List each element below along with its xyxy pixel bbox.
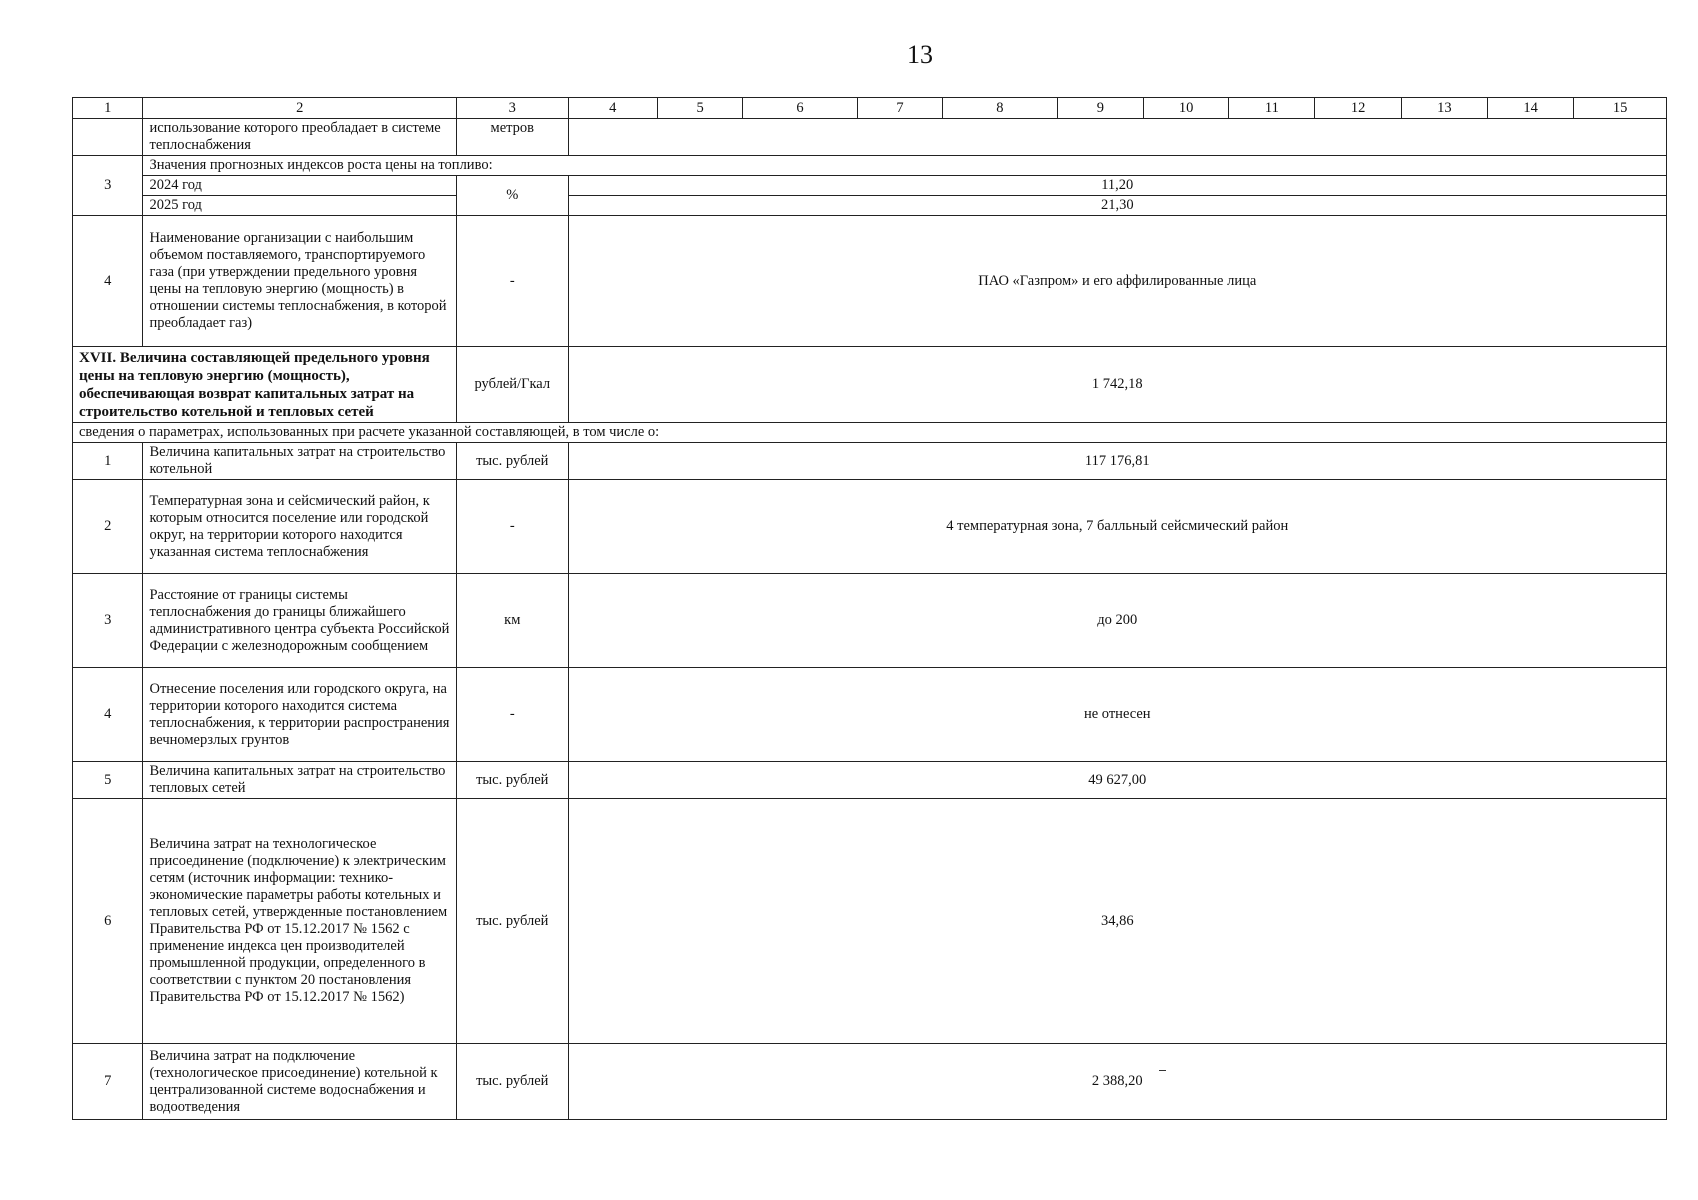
row-unit: тыс. рублей: [457, 762, 569, 799]
row-description: Расстояние от границы системы теплоснабжения до границы ближайшего административного центра субъекта Российской Федерации с железнодорожным сообщением: [143, 574, 457, 668]
row-value: 34,86: [568, 799, 1666, 1044]
row-description: Температурная зона и сейсмический район, к которым относится поселение или городской округ, на территории которого находится указанная система теплоснабжения: [143, 480, 457, 574]
column-number: 2: [143, 98, 457, 119]
row-value-cell: [568, 1044, 1666, 1120]
table-row: [73, 119, 1667, 156]
table-row: [73, 443, 1667, 480]
row-value: 4 температурная зона, 7 балльный сейсмический район: [568, 480, 1666, 574]
row-value: 49 627,00: [568, 762, 1666, 799]
page-number: 13: [907, 40, 933, 69]
year-label: 2024 год: [143, 176, 457, 196]
column-numbers-row: [73, 98, 1667, 119]
column-number: 13: [1401, 98, 1487, 119]
info-row: [73, 423, 1667, 443]
row-value: ПАО «Газпром» и его аффилированные лица: [568, 216, 1666, 347]
row-number: 5: [73, 762, 143, 799]
section-title: XVII. Величина составляющей предельного уровня цены на тепловую энергию (мощность), обеспечивающая возврат капитальных затрат на строительство котельной и тепловых сетей: [73, 347, 457, 423]
row-unit: метров: [457, 119, 569, 156]
row-description: Величина капитальных затрат на строительство тепловых сетей: [143, 762, 457, 799]
column-number: 11: [1229, 98, 1315, 119]
table-row: [73, 799, 1667, 1044]
column-number: 8: [943, 98, 1058, 119]
row-number: 4: [73, 216, 143, 347]
row-number: 3: [73, 574, 143, 668]
row-value: 117 176,81: [568, 443, 1666, 480]
row-number: 1: [73, 443, 143, 480]
tariff-parameters-table: [72, 97, 1667, 1120]
row-unit: -: [457, 668, 569, 762]
table-row: [73, 196, 1667, 216]
section-row: [73, 347, 1667, 423]
row-description: использование которого преобладает в системе теплоснабжения: [143, 119, 457, 156]
column-number: 12: [1315, 98, 1401, 119]
row-unit: тыс. рублей: [457, 799, 569, 1044]
table-row: [73, 762, 1667, 799]
row-value: не отнесен: [568, 668, 1666, 762]
row-unit: -: [457, 216, 569, 347]
row-value: до 200: [568, 574, 1666, 668]
row-unit: %: [457, 176, 569, 216]
row-number: [73, 119, 143, 156]
table-row: [73, 176, 1667, 196]
row-description: Величина затрат на подключение (технологическое присоединение) котельной к централизованной системе водоснабжения и водоотведения: [143, 1044, 457, 1120]
column-number: 3: [457, 98, 569, 119]
row-description: Величина капитальных затрат на строительство котельной: [143, 443, 457, 480]
column-number: 9: [1057, 98, 1143, 119]
column-number: 15: [1574, 98, 1667, 119]
row-number: 7: [73, 1044, 143, 1120]
row-unit: -: [457, 480, 569, 574]
row-description: Величина затрат на технологическое присоединение (подключение) к электрическим сетям (источник информации: технико-экономические параметры работы котельных и тепловых сетей, утвержденные постановлением Правительства РФ от 15.12.2017 № 1562 с применение индекса цен производителей промышленной продукции, определенного в соответствии с пунктом 20 постановления Правительства РФ от 15.12.2017 № 1562): [143, 799, 457, 1044]
column-number: 5: [657, 98, 742, 119]
year-label: 2025 год: [143, 196, 457, 216]
stray-mark: [1159, 1070, 1166, 1071]
table-row: [73, 574, 1667, 668]
column-number: 14: [1488, 98, 1574, 119]
row-description: Отнесение поселения или городского округа, на территории которого находится система теплоснабжения, к территории распространения вечномерзлых грунтов: [143, 668, 457, 762]
row-unit: тыс. рублей: [457, 1044, 569, 1120]
table-row: [73, 156, 1667, 176]
row-description: Наименование организации с наибольшим объемом поставляемого, транспортируемого газа (при утверждении предельного уровня цены на тепловую энергию (мощность) в отношении системы теплоснабжения, в которой преобладает газ): [143, 216, 457, 347]
column-number: 6: [743, 98, 858, 119]
table-row: [73, 216, 1667, 347]
row-number: 4: [73, 668, 143, 762]
row-number: 6: [73, 799, 143, 1044]
table-row: [73, 668, 1667, 762]
column-number: 1: [73, 98, 143, 119]
row-value: [568, 119, 1666, 156]
row-unit: рублей/Гкал: [457, 347, 569, 423]
row-number: 3: [73, 156, 143, 216]
row-value: 2 388,20: [1091, 1073, 1143, 1089]
row-value: 1 742,18: [568, 347, 1666, 423]
column-number: 10: [1144, 98, 1229, 119]
row-value: 21,30: [568, 196, 1666, 216]
row-value: 11,20: [568, 176, 1666, 196]
group-heading: Значения прогнозных индексов роста цены на топливо:: [143, 156, 1667, 176]
table-row: [73, 1044, 1667, 1120]
row-unit: км: [457, 574, 569, 668]
section-info: сведения о параметрах, использованных при расчете указанной составляющей, в том числе о:: [73, 423, 1667, 443]
table-row: [73, 480, 1667, 574]
row-unit: тыс. рублей: [457, 443, 569, 480]
column-number: 7: [857, 98, 942, 119]
column-number: 4: [568, 98, 657, 119]
row-number: 2: [73, 480, 143, 574]
